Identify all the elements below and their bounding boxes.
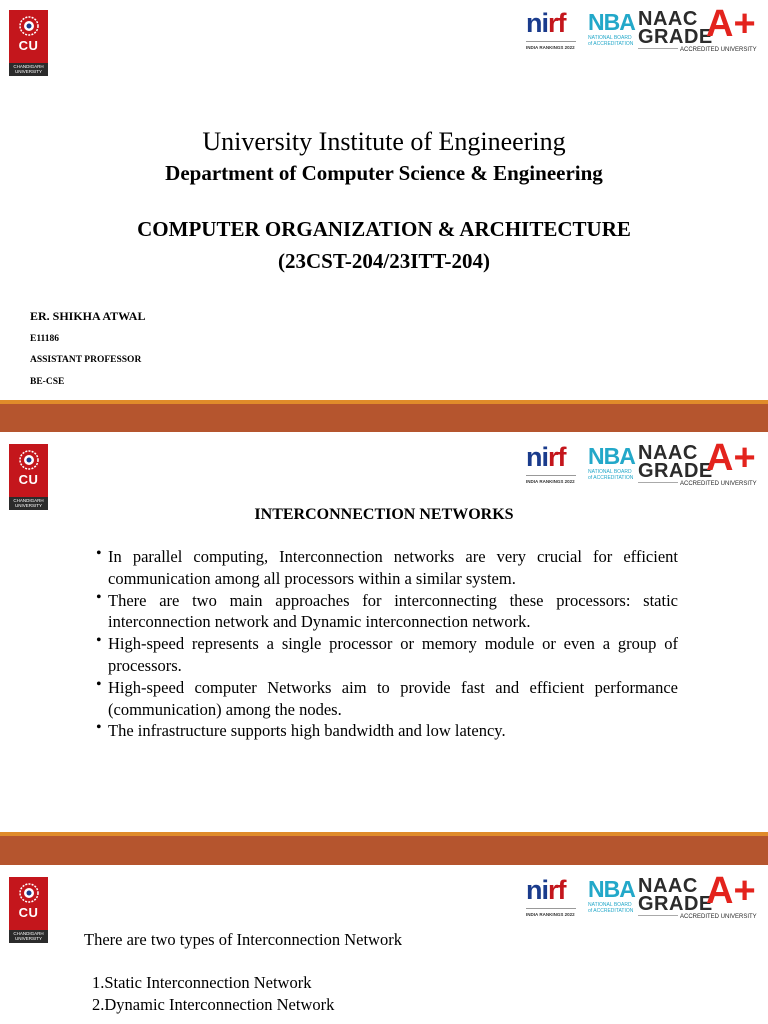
course-code: (23CST-204/23ITT-204) — [278, 249, 490, 273]
grade-value: A+ — [706, 870, 756, 912]
nba-logo-icon — [588, 876, 634, 922]
nirf-word-ni: ni — [526, 442, 548, 472]
grade-word: GRADE — [638, 460, 713, 482]
accredited-text: ACCREDITED UNIVERSITY — [680, 481, 757, 487]
nba-subtext: NATIONAL BOARD of ACCREDITATION — [588, 469, 634, 481]
nirf-rank-text: INDIA RANKINGS 2022 — [526, 479, 575, 484]
course-title: COMPUTER ORGANIZATION & ARCHITECTURE — [137, 217, 631, 241]
grade-word: GRADE — [638, 893, 713, 915]
cu-logo-subtext: CHANDIGARH UNIVERSITY — [9, 63, 48, 76]
types-list — [92, 972, 334, 1016]
cu-logo-subtext: CHANDIGARH UNIVERSITY — [9, 497, 48, 510]
cu-logo — [9, 444, 48, 510]
nba-logo-icon — [588, 9, 634, 55]
nba-word: NBA — [588, 9, 635, 35]
accreditation-logos — [525, 870, 761, 925]
accredited-text: ACCREDITED UNIVERSITY — [680, 914, 757, 920]
list-item: • There are two main approaches for interconnecting these processors: static interconnection network and Dynamic interconnection network. — [96, 590, 678, 634]
accredited-text: ACCREDITED UNIVERSITY — [680, 47, 757, 53]
nirf-logo-icon — [525, 442, 579, 488]
nirf-word-rf: rf — [548, 875, 566, 905]
cu-emblem-icon — [18, 15, 40, 37]
department-title: Department of Computer Science & Engineering — [165, 161, 603, 185]
slide-divider — [0, 404, 768, 432]
cu-logo-text: CU — [18, 38, 39, 53]
faculty-designation: ASSISTANT PROFESSOR — [30, 355, 142, 365]
accreditation-logos — [525, 437, 761, 492]
naac-logo-icon — [638, 437, 762, 490]
nirf-word-ni: ni — [526, 875, 548, 905]
nirf-logo-icon — [525, 8, 579, 54]
nba-logo-icon — [588, 443, 634, 489]
nba-subtext: NATIONAL BOARD of ACCREDITATION — [588, 902, 634, 914]
cu-logo-text: CU — [18, 905, 39, 920]
list-item: • High-speed computer Networks aim to provide fast and efficient performance (communication) among the nodes. — [96, 677, 678, 721]
naac-word: NAAC — [638, 875, 698, 897]
bullet-list — [96, 546, 678, 742]
faculty-department: BE-CSE — [30, 377, 65, 387]
grade-word: GRADE — [638, 26, 713, 48]
types-intro: There are two types of Interconnection Network — [84, 930, 402, 949]
cu-logo — [9, 877, 48, 943]
nba-subtext: NATIONAL BOARD of ACCREDITATION — [588, 35, 634, 47]
naac-logo-icon — [638, 870, 762, 923]
nirf-word-rf: rf — [548, 8, 566, 38]
list-item: 1.Static Interconnection Network — [92, 973, 312, 992]
cu-logo — [9, 10, 48, 76]
nba-word: NBA — [588, 876, 635, 902]
cu-emblem-icon — [18, 882, 40, 904]
nirf-rank-text: INDIA RANKINGS 2022 — [526, 912, 575, 917]
nba-word: NBA — [588, 443, 635, 469]
cu-logo-text: CU — [18, 472, 39, 487]
list-item: • The infrastructure supports high bandwidth and low latency. — [96, 720, 678, 742]
nirf-word-rf: rf — [548, 442, 566, 472]
naac-logo-icon — [638, 3, 762, 56]
cu-emblem-icon — [18, 449, 40, 471]
slide-types — [0, 865, 768, 1024]
naac-word: NAAC — [638, 442, 698, 464]
institute-title: University Institute of Engineering — [202, 127, 566, 156]
list-item: 2.Dynamic Interconnection Network — [92, 995, 335, 1014]
grade-value: A+ — [706, 3, 756, 45]
list-item: • In parallel computing, Interconnection networks are very crucial for efficient communication among all processors within a similar system. — [96, 546, 678, 590]
faculty-name: ER. SHIKHA ATWAL — [30, 309, 146, 323]
nirf-word-ni: ni — [526, 8, 548, 38]
slide-heading: INTERCONNECTION NETWORKS — [254, 506, 514, 523]
list-item: • High-speed represents a single processor or memory module or even a group of processors. — [96, 633, 678, 677]
cu-logo-subtext: CHANDIGARH UNIVERSITY — [9, 930, 48, 943]
nirf-rank-text: INDIA RANKINGS 2022 — [526, 45, 575, 50]
nirf-logo-icon — [525, 875, 579, 921]
slide-divider — [0, 836, 768, 865]
slide-interconnection-networks — [0, 432, 768, 832]
accreditation-logos — [525, 3, 761, 58]
naac-word: NAAC — [638, 8, 698, 30]
faculty-id: E11186 — [30, 334, 60, 344]
slide-title — [0, 0, 768, 400]
grade-value: A+ — [706, 437, 756, 479]
